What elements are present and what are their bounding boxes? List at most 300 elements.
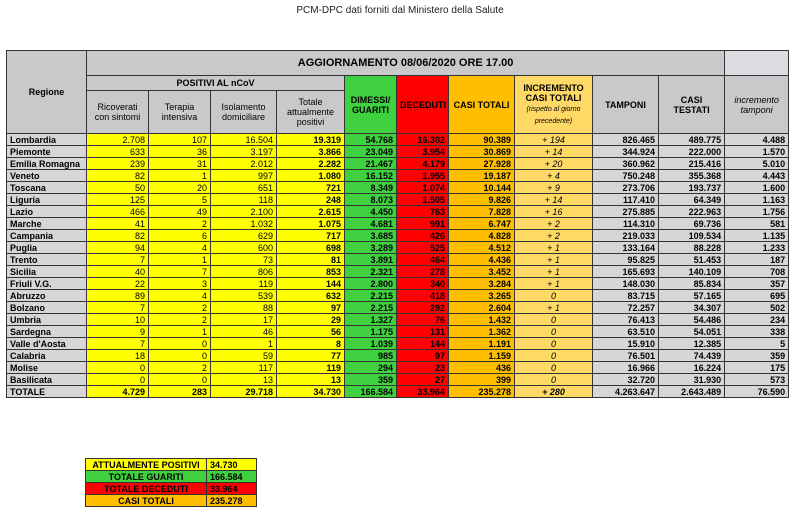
cell-tamp: 360.962 — [593, 158, 659, 170]
cell-dim: 1.039 — [345, 338, 397, 350]
cell-iso: 629 — [211, 230, 277, 242]
table-row — [7, 314, 789, 326]
summary-row — [86, 471, 257, 483]
cell-ter: 107 — [149, 134, 211, 146]
cell-dec: 763 — [397, 206, 449, 218]
cell-tamp: 275.885 — [593, 206, 659, 218]
table-row — [7, 194, 789, 206]
cell-tamp: 133.164 — [593, 242, 659, 254]
cell-region: Abruzzo — [7, 290, 87, 302]
cell-tamp: 148.030 — [593, 278, 659, 290]
summary-row — [86, 459, 257, 471]
table-row — [7, 242, 789, 254]
summary-table — [85, 458, 257, 507]
cell-iso: 3.197 — [211, 146, 277, 158]
cell-region: Piemonte — [7, 146, 87, 158]
cell-dec: 3.954 — [397, 146, 449, 158]
cell-test: 64.349 — [659, 194, 725, 206]
cell-ric: 466 — [87, 206, 149, 218]
cell-ric: 9 — [87, 326, 149, 338]
cell-tamp: 16.966 — [593, 362, 659, 374]
table-row — [7, 266, 789, 278]
cell-ter: 7 — [149, 266, 211, 278]
cell-casi: 90.389 — [449, 134, 515, 146]
summary-row — [86, 495, 257, 507]
cell-ter: 1 — [149, 326, 211, 338]
total-row — [7, 386, 789, 398]
cell-casi: 436 — [449, 362, 515, 374]
cell-test: 54.486 — [659, 314, 725, 326]
cell-inc: + 1 — [515, 302, 593, 314]
cell-tamp: 4.263.647 — [593, 386, 659, 398]
cell-inc: 0 — [515, 362, 593, 374]
cell-inct: 1.600 — [725, 182, 789, 194]
cell-tamp: 273.706 — [593, 182, 659, 194]
cell-inct: 338 — [725, 326, 789, 338]
summary-value: 34.730 — [207, 459, 257, 471]
cell-tot: 13 — [277, 374, 345, 386]
cell-test: 222.000 — [659, 146, 725, 158]
cell-iso: 600 — [211, 242, 277, 254]
cell-dec: 278 — [397, 266, 449, 278]
cell-ric: 41 — [87, 218, 149, 230]
cell-ter: 0 — [149, 350, 211, 362]
cell-tot: 2.615 — [277, 206, 345, 218]
cell-casi: 4.436 — [449, 254, 515, 266]
header-ricoverati: Ricoverati con sintomi — [87, 91, 149, 134]
cell-casi: 30.869 — [449, 146, 515, 158]
header-casi-testati: CASI TESTATI — [659, 76, 725, 134]
cell-test: 16.224 — [659, 362, 725, 374]
cell-tamp: 76.413 — [593, 314, 659, 326]
header-positivi: POSITIVI AL nCoV — [87, 76, 345, 91]
cell-inc: 0 — [515, 338, 593, 350]
table-row — [7, 278, 789, 290]
cell-dim: 21.467 — [345, 158, 397, 170]
cell-ter: 3 — [149, 278, 211, 290]
cell-dim: 359 — [345, 374, 397, 386]
cell-ter: 6 — [149, 230, 211, 242]
cell-casi: 1.191 — [449, 338, 515, 350]
cell-iso: 59 — [211, 350, 277, 362]
cell-inct: 581 — [725, 218, 789, 230]
cell-casi: 6.747 — [449, 218, 515, 230]
cell-inct: 1.233 — [725, 242, 789, 254]
header-terapia: Terapia intensiva — [149, 91, 211, 134]
header-blank — [725, 51, 789, 76]
cell-tamp: 32.720 — [593, 374, 659, 386]
cell-inc: + 2 — [515, 230, 593, 242]
cell-tot: 1.075 — [277, 218, 345, 230]
cell-region: Bolzano — [7, 302, 87, 314]
cell-inc: 0 — [515, 314, 593, 326]
table-row — [7, 338, 789, 350]
cell-ric: 4.729 — [87, 386, 149, 398]
cell-dec: 1.955 — [397, 170, 449, 182]
cell-inct: 357 — [725, 278, 789, 290]
summary-label: TOTALE DECEDUTI — [86, 483, 207, 495]
cell-tamp: 114.310 — [593, 218, 659, 230]
cell-region: Toscana — [7, 182, 87, 194]
covid-table — [6, 50, 789, 398]
table-row — [7, 134, 789, 146]
cell-casi: 3.265 — [449, 290, 515, 302]
cell-inc: + 16 — [515, 206, 593, 218]
cell-tot: 144 — [277, 278, 345, 290]
summary-value: 166.584 — [207, 471, 257, 483]
cell-tot: 77 — [277, 350, 345, 362]
cell-casi: 399 — [449, 374, 515, 386]
cell-dim: 3.685 — [345, 230, 397, 242]
cell-dim: 1.175 — [345, 326, 397, 338]
cell-ric: 10 — [87, 314, 149, 326]
cell-tot: 632 — [277, 290, 345, 302]
cell-test: 57.165 — [659, 290, 725, 302]
cell-iso: 1.032 — [211, 218, 277, 230]
cell-casi: 3.284 — [449, 278, 515, 290]
cell-ric: 22 — [87, 278, 149, 290]
cell-iso: 16.504 — [211, 134, 277, 146]
table-row — [7, 146, 789, 158]
cell-iso: 997 — [211, 170, 277, 182]
cell-casi: 10.144 — [449, 182, 515, 194]
cell-dec: 1.074 — [397, 182, 449, 194]
cell-inc: + 1 — [515, 242, 593, 254]
cell-ric: 89 — [87, 290, 149, 302]
cell-iso: 29.718 — [211, 386, 277, 398]
cell-tot: 8 — [277, 338, 345, 350]
cell-ric: 633 — [87, 146, 149, 158]
cell-ric: 50 — [87, 182, 149, 194]
cell-test: 489.775 — [659, 134, 725, 146]
cell-dec: 340 — [397, 278, 449, 290]
cell-inc: 0 — [515, 350, 593, 362]
cell-inc: + 14 — [515, 146, 593, 158]
cell-ric: 7 — [87, 338, 149, 350]
cell-tot: 81 — [277, 254, 345, 266]
cell-dec: 464 — [397, 254, 449, 266]
cell-iso: 46 — [211, 326, 277, 338]
cell-tot: 19.319 — [277, 134, 345, 146]
cell-test: 215.416 — [659, 158, 725, 170]
cell-region: Puglia — [7, 242, 87, 254]
cell-tot: 1.080 — [277, 170, 345, 182]
cell-test: 85.834 — [659, 278, 725, 290]
cell-inct: 1.570 — [725, 146, 789, 158]
cell-tot: 721 — [277, 182, 345, 194]
cell-region: Lombardia — [7, 134, 87, 146]
cell-region: Sicilia — [7, 266, 87, 278]
cell-ter: 31 — [149, 158, 211, 170]
cell-tot: 34.730 — [277, 386, 345, 398]
cell-inc: + 20 — [515, 158, 593, 170]
cell-region: Sardegna — [7, 326, 87, 338]
cell-dec: 144 — [397, 338, 449, 350]
summary-body — [86, 459, 257, 507]
cell-inct: 5.010 — [725, 158, 789, 170]
cell-casi: 3.452 — [449, 266, 515, 278]
cell-inc: 0 — [515, 326, 593, 338]
cell-dim: 1.327 — [345, 314, 397, 326]
cell-dec: 33.964 — [397, 386, 449, 398]
cell-region: Marche — [7, 218, 87, 230]
cell-casi: 235.278 — [449, 386, 515, 398]
cell-tamp: 117.410 — [593, 194, 659, 206]
cell-dec: 525 — [397, 242, 449, 254]
cell-dec: 991 — [397, 218, 449, 230]
cell-casi: 27.928 — [449, 158, 515, 170]
cell-ric: 40 — [87, 266, 149, 278]
cell-inc: + 14 — [515, 194, 593, 206]
cell-dec: 97 — [397, 350, 449, 362]
cell-iso: 2.100 — [211, 206, 277, 218]
header-dimessi: DIMESSI/ GUARITI — [345, 76, 397, 134]
cell-inc: + 1 — [515, 278, 593, 290]
summary-value: 235.278 — [207, 495, 257, 507]
cell-dim: 23.049 — [345, 146, 397, 158]
cell-iso: 13 — [211, 374, 277, 386]
cell-dim: 294 — [345, 362, 397, 374]
cell-ric: 125 — [87, 194, 149, 206]
cell-ric: 2.708 — [87, 134, 149, 146]
cell-test: 51.453 — [659, 254, 725, 266]
cell-region: Calabria — [7, 350, 87, 362]
header-tamponi: TAMPONI — [593, 76, 659, 134]
cell-dec: 131 — [397, 326, 449, 338]
cell-dim: 2.800 — [345, 278, 397, 290]
cell-ter: 2 — [149, 314, 211, 326]
cell-region: Trento — [7, 254, 87, 266]
cell-tamp: 750.248 — [593, 170, 659, 182]
cell-test: 74.439 — [659, 350, 725, 362]
table-row — [7, 290, 789, 302]
cell-ric: 94 — [87, 242, 149, 254]
cell-inct: 695 — [725, 290, 789, 302]
cell-tot: 29 — [277, 314, 345, 326]
cell-dim: 985 — [345, 350, 397, 362]
cell-dim: 2.215 — [345, 302, 397, 314]
cell-ter: 0 — [149, 338, 211, 350]
cell-test: 34.307 — [659, 302, 725, 314]
cell-ric: 18 — [87, 350, 149, 362]
cell-ter: 4 — [149, 290, 211, 302]
cell-tot: 119 — [277, 362, 345, 374]
table-row — [7, 158, 789, 170]
table-row — [7, 362, 789, 374]
cell-inct: 1.135 — [725, 230, 789, 242]
cell-region: Emilia Romagna — [7, 158, 87, 170]
summary-label: ATTUALMENTE POSITIVI — [86, 459, 207, 471]
cell-iso: 17 — [211, 314, 277, 326]
cell-dec: 1.505 — [397, 194, 449, 206]
cell-test: 54.051 — [659, 326, 725, 338]
cell-region: Campania — [7, 230, 87, 242]
cell-ric: 7 — [87, 254, 149, 266]
cell-casi: 9.826 — [449, 194, 515, 206]
cell-dec: 418 — [397, 290, 449, 302]
header-isolamento: Isolamento domiciliare — [211, 91, 277, 134]
header-deceduti: DECEDUTI — [397, 76, 449, 134]
cell-ric: 239 — [87, 158, 149, 170]
cell-dim: 166.584 — [345, 386, 397, 398]
cell-iso: 806 — [211, 266, 277, 278]
cell-inct: 573 — [725, 374, 789, 386]
cell-dim: 2.321 — [345, 266, 397, 278]
cell-iso: 539 — [211, 290, 277, 302]
cell-dec: 16.302 — [397, 134, 449, 146]
header-update: AGGIORNAMENTO 08/06/2020 ORE 17.00 — [87, 51, 725, 76]
cell-test: 12.385 — [659, 338, 725, 350]
cell-dim: 8.349 — [345, 182, 397, 194]
cell-region: TOTALE — [7, 386, 87, 398]
cell-dec: 76 — [397, 314, 449, 326]
table-body — [7, 134, 789, 398]
cell-test: 31.930 — [659, 374, 725, 386]
cell-casi: 1.159 — [449, 350, 515, 362]
table-row — [7, 374, 789, 386]
cell-inc: + 2 — [515, 218, 593, 230]
summary-label: TOTALE GUARITI — [86, 471, 207, 483]
cell-inct: 4.488 — [725, 134, 789, 146]
table-row — [7, 170, 789, 182]
cell-dec: 292 — [397, 302, 449, 314]
cell-region: Friuli V.G. — [7, 278, 87, 290]
cell-inc: 0 — [515, 290, 593, 302]
cell-casi: 1.432 — [449, 314, 515, 326]
header-incremento-tamponi: incremento tamponi — [725, 76, 789, 134]
cell-test: 355.368 — [659, 170, 725, 182]
cell-ter: 20 — [149, 182, 211, 194]
cell-dim: 3.289 — [345, 242, 397, 254]
cell-ter: 49 — [149, 206, 211, 218]
cell-iso: 119 — [211, 278, 277, 290]
cell-iso: 2.012 — [211, 158, 277, 170]
cell-tot: 3.866 — [277, 146, 345, 158]
cell-tot: 717 — [277, 230, 345, 242]
cell-iso: 117 — [211, 362, 277, 374]
cell-iso: 118 — [211, 194, 277, 206]
cell-tot: 853 — [277, 266, 345, 278]
table-row — [7, 254, 789, 266]
cell-tot: 97 — [277, 302, 345, 314]
header-incremento — [515, 76, 593, 134]
cell-ter: 2 — [149, 362, 211, 374]
cell-dec: 27 — [397, 374, 449, 386]
cell-tamp: 95.825 — [593, 254, 659, 266]
cell-inc: + 9 — [515, 182, 593, 194]
summary-value: 33.964 — [207, 483, 257, 495]
table-row — [7, 218, 789, 230]
cell-ter: 283 — [149, 386, 211, 398]
cell-tot: 698 — [277, 242, 345, 254]
cell-iso: 1 — [211, 338, 277, 350]
cell-ter: 4 — [149, 242, 211, 254]
table-row — [7, 350, 789, 362]
cell-inct: 502 — [725, 302, 789, 314]
cell-inct: 359 — [725, 350, 789, 362]
header-region: Regione — [7, 51, 87, 134]
cell-casi: 4.828 — [449, 230, 515, 242]
cell-tamp: 165.693 — [593, 266, 659, 278]
header-incremento-label: INCREMENTO CASI TOTALI — [523, 82, 584, 103]
table-row — [7, 182, 789, 194]
cell-ric: 0 — [87, 362, 149, 374]
cell-ric: 82 — [87, 230, 149, 242]
cell-inc: + 1 — [515, 254, 593, 266]
cell-tamp: 63.510 — [593, 326, 659, 338]
cell-iso: 651 — [211, 182, 277, 194]
table-row — [7, 326, 789, 338]
cell-ter: 2 — [149, 302, 211, 314]
cell-tamp: 76.501 — [593, 350, 659, 362]
cell-inct: 708 — [725, 266, 789, 278]
cell-tamp: 15.910 — [593, 338, 659, 350]
cell-ter: 1 — [149, 254, 211, 266]
cell-inct: 4.443 — [725, 170, 789, 182]
cell-inct: 234 — [725, 314, 789, 326]
cell-test: 193.737 — [659, 182, 725, 194]
cell-test: 2.643.489 — [659, 386, 725, 398]
header-totale-positivi: Totale attualmente positivi — [277, 91, 345, 134]
cell-inc: + 1 — [515, 266, 593, 278]
cell-tot: 2.282 — [277, 158, 345, 170]
cell-tamp: 826.465 — [593, 134, 659, 146]
table-row — [7, 302, 789, 314]
cell-tot: 248 — [277, 194, 345, 206]
summary-label: CASI TOTALI — [86, 495, 207, 507]
cell-test: 109.534 — [659, 230, 725, 242]
cell-test: 69.736 — [659, 218, 725, 230]
cell-tamp: 83.715 — [593, 290, 659, 302]
cell-iso: 88 — [211, 302, 277, 314]
cell-inct: 1.756 — [725, 206, 789, 218]
cell-tamp: 344.924 — [593, 146, 659, 158]
cell-dim: 16.152 — [345, 170, 397, 182]
header-casi-totali: CASI TOTALI — [449, 76, 515, 134]
cell-ric: 82 — [87, 170, 149, 182]
cell-region: Veneto — [7, 170, 87, 182]
cell-test: 222.963 — [659, 206, 725, 218]
cell-inc: + 280 — [515, 386, 593, 398]
cell-iso: 73 — [211, 254, 277, 266]
cell-inc: 0 — [515, 374, 593, 386]
cell-ter: 2 — [149, 218, 211, 230]
cell-casi: 19.187 — [449, 170, 515, 182]
cell-tamp: 72.257 — [593, 302, 659, 314]
cell-dim: 8.073 — [345, 194, 397, 206]
cell-ter: 5 — [149, 194, 211, 206]
summary-row — [86, 483, 257, 495]
cell-inct: 76.590 — [725, 386, 789, 398]
cell-casi: 4.512 — [449, 242, 515, 254]
cell-region: Lazio — [7, 206, 87, 218]
cell-dec: 426 — [397, 230, 449, 242]
table-row — [7, 230, 789, 242]
cell-region: Umbria — [7, 314, 87, 326]
table-row — [7, 206, 789, 218]
cell-inct: 5 — [725, 338, 789, 350]
source-caption: PCM-DPC dati forniti dal Ministero della Salute — [296, 5, 504, 16]
cell-ric: 7 — [87, 302, 149, 314]
cell-inct: 187 — [725, 254, 789, 266]
cell-inct: 175 — [725, 362, 789, 374]
cell-dec: 4.179 — [397, 158, 449, 170]
cell-tamp: 219.033 — [593, 230, 659, 242]
cell-casi: 1.362 — [449, 326, 515, 338]
cell-ter: 0 — [149, 374, 211, 386]
header-incremento-note: (rispetto al giorno precedente) — [526, 105, 581, 125]
cell-region: Valle d'Aosta — [7, 338, 87, 350]
